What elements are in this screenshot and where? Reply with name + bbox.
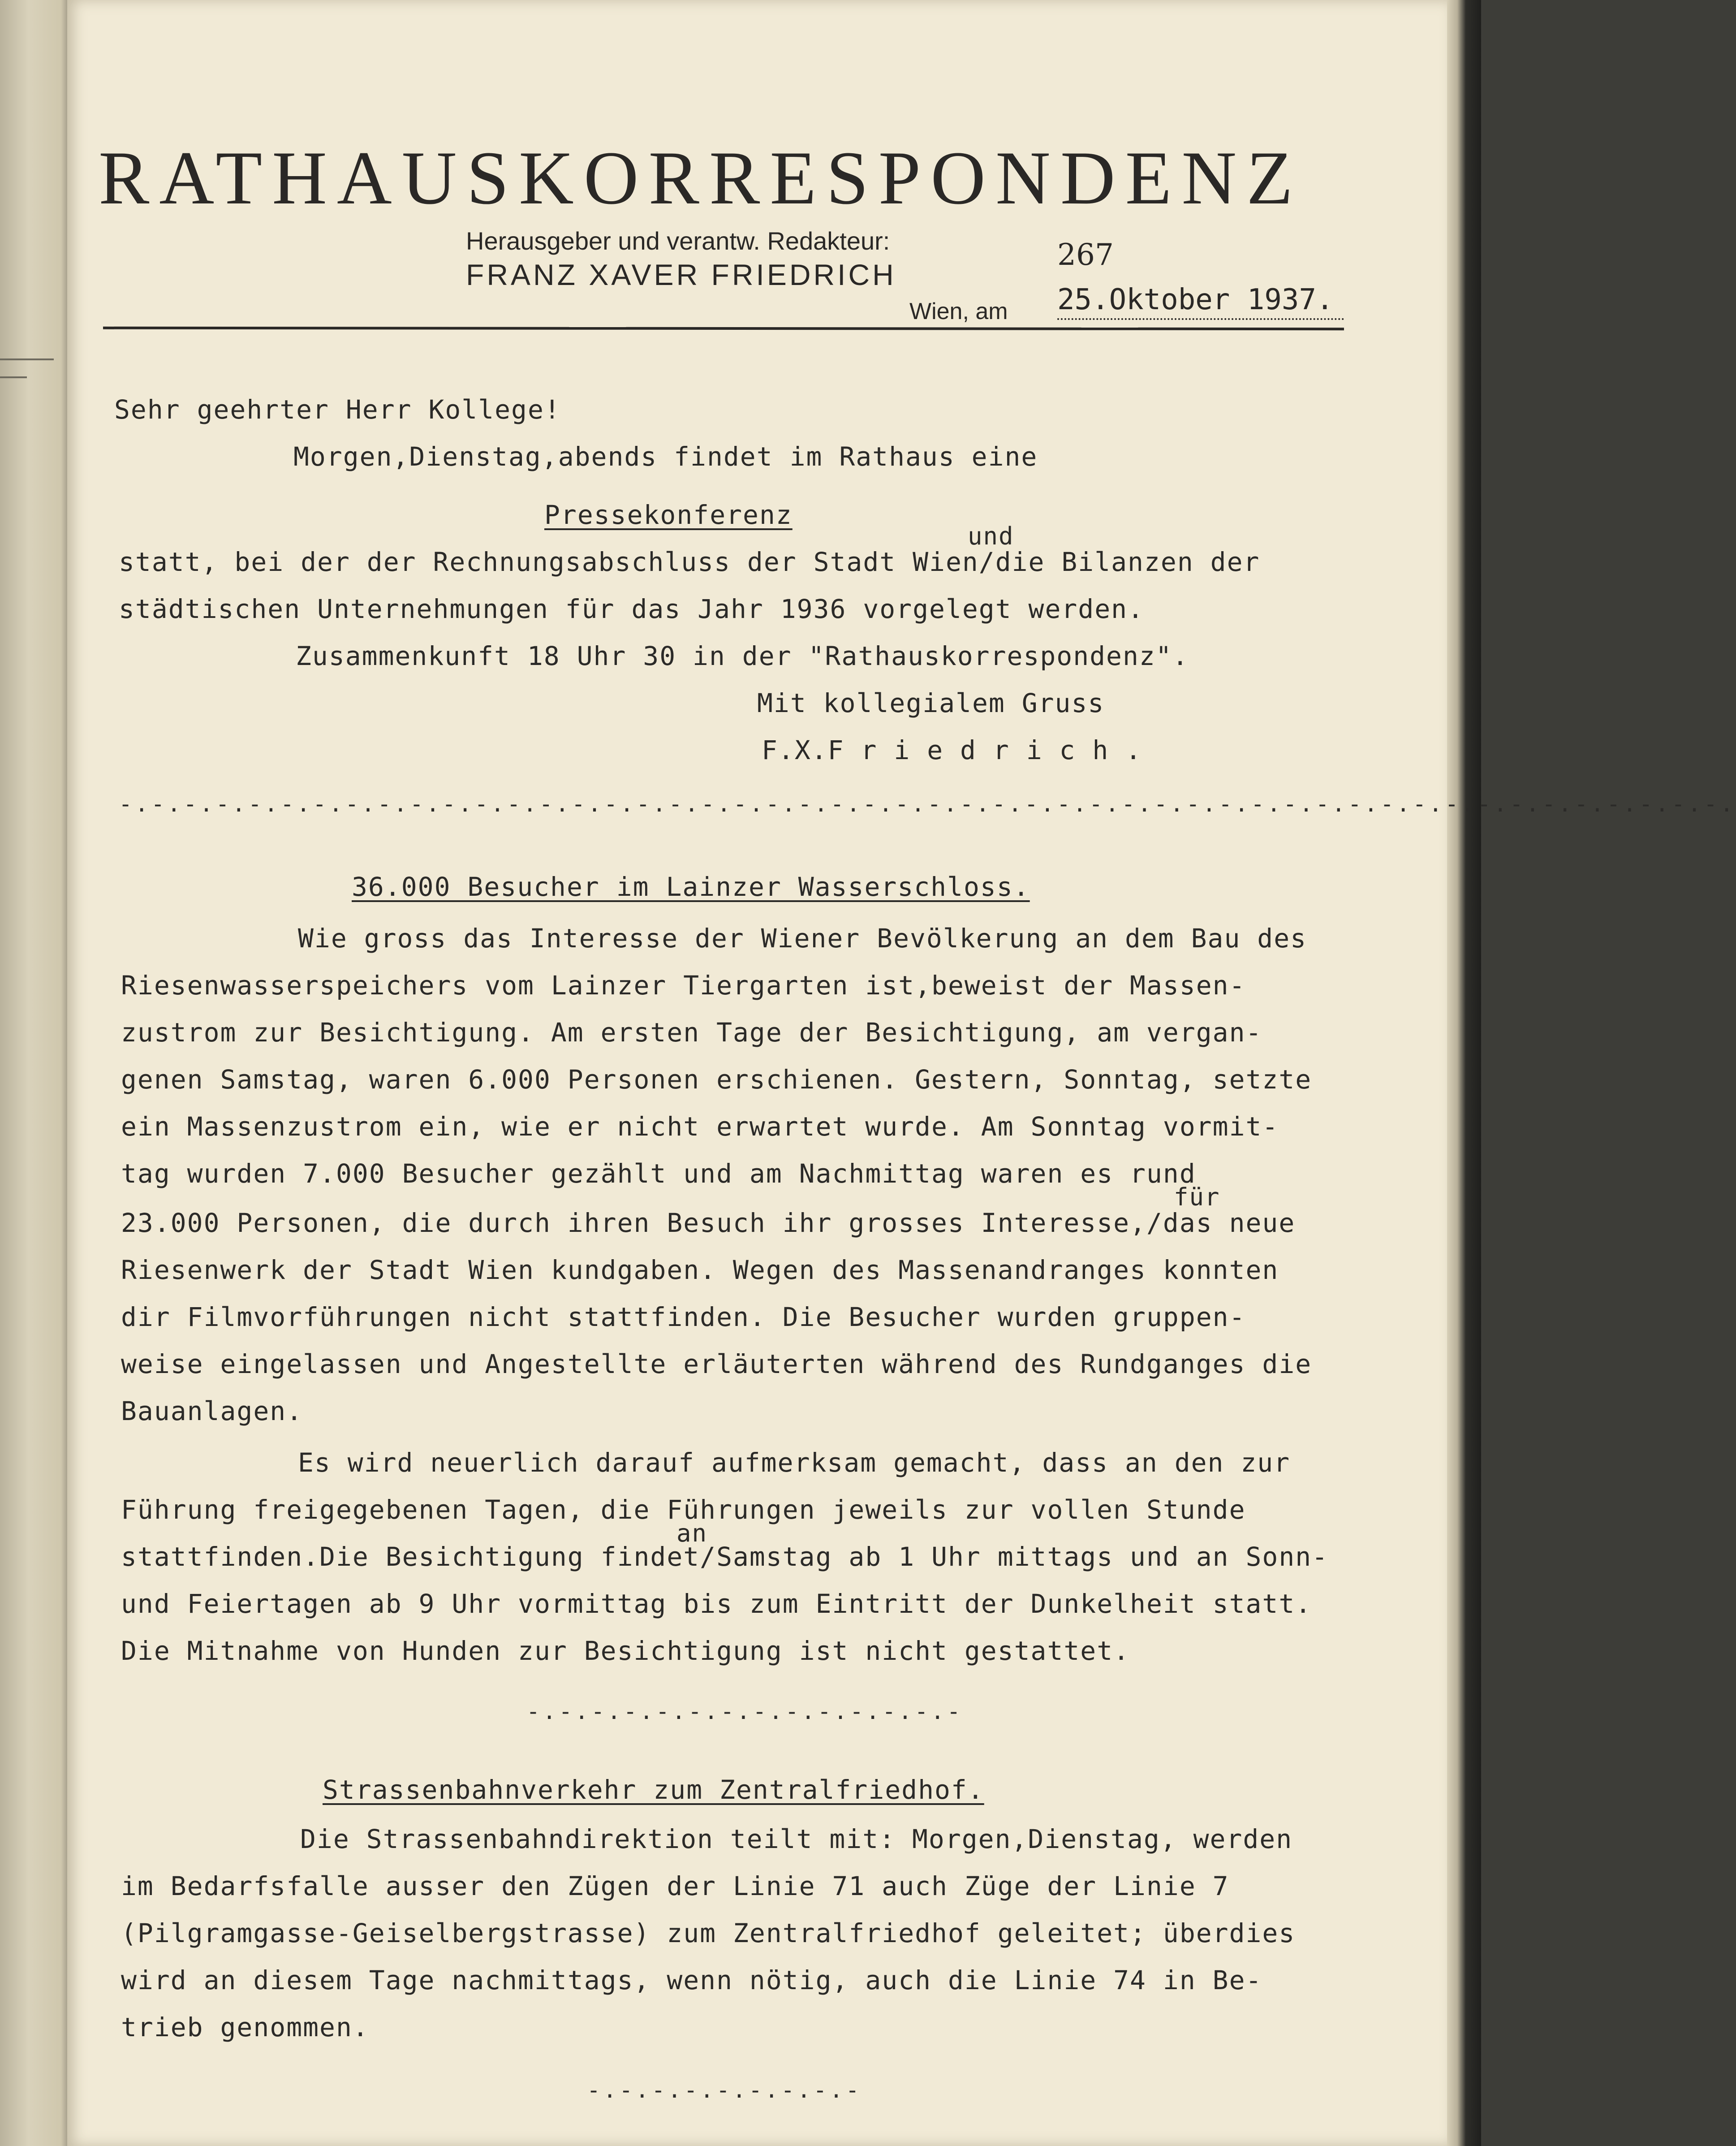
letter-heading: Pressekonferenz <box>544 500 793 530</box>
binding-mark <box>0 376 27 378</box>
article-line: trieb genommen. <box>121 2012 369 2042</box>
article-line: Die Strassenbahndirektion teilt mit: Morgen,Dienstag, werden <box>300 1824 1293 1854</box>
letter-signature: F.X.F r i e d r i c h . <box>762 735 1142 765</box>
article-heading: Strassenbahnverkehr zum Zentralfriedhof. <box>323 1775 984 1805</box>
article-line: ein Massenzustrom ein, wie er nicht erwartet wurde. Am Sonntag vormit- <box>121 1111 1279 1142</box>
article-line: stattfinden.Die Besichtigung findet/Samstag ab 1 Uhr mittags und an Sonn- <box>121 1541 1329 1572</box>
article-line: wird an diesem Tage nachmittags, wenn nötig, auch die Linie 74 in Be- <box>121 1965 1262 1995</box>
article-line: und Feiertagen ab 9 Uhr vormittag bis zum Eintritt der Dunkelheit statt. <box>121 1589 1312 1619</box>
handwritten-insert: und <box>968 522 1014 550</box>
article-line: Wie gross das Interesse der Wiener Bevölkerung an dem Bau des <box>298 923 1307 954</box>
handwritten-insert: an <box>676 1519 708 1547</box>
letter-closing: Mit kollegialem Gruss <box>757 688 1105 718</box>
masthead-title: RATHAUSKORRESPONDENZ <box>99 136 1303 220</box>
article-line: Bauanlagen. <box>121 1396 303 1426</box>
article-line: dir Filmvorführungen nicht stattfinden. Die Besucher wurden gruppen- <box>121 1302 1246 1332</box>
article-line: Riesenwerk der Stadt Wien kundgaben. Wegen des Massenandranges konnten <box>121 1255 1279 1285</box>
letter-line: statt, bei der der Rechnungsabschluss der Stadt Wien/die Bilanzen der <box>119 547 1260 577</box>
separator-line: -.-.-.-.-.-.-.-.- <box>587 2077 862 2103</box>
article-line: zustrom zur Besichtigung. Am ersten Tage der Besichtigung, am vergan- <box>121 1017 1262 1048</box>
binding-mark <box>0 358 54 360</box>
page-edge-shadow <box>1447 0 1481 2146</box>
article-line: Es wird neuerlich darauf aufmerksam gemacht, dass an den zur <box>298 1447 1291 1478</box>
article-line: genen Samstag, waren 6.000 Personen erschienen. Gestern, Sonntag, setzte <box>121 1064 1312 1095</box>
article-heading: 36.000 Besucher im Lainzer Wasserschloss. <box>352 872 1030 902</box>
book-binding-edge <box>0 0 72 2146</box>
letter-line: Morgen,Dienstag,abends findet im Rathaus eine <box>293 441 1038 472</box>
article-line: (Pilgramgasse-Geiselbergstrasse) zum Zentralfriedhof geleitet; überdies <box>121 1918 1296 1948</box>
article-line: tag wurden 7.000 Besucher gezählt und am Nachmittag waren es rund <box>121 1158 1196 1189</box>
letter-line: städtischen Unternehmungen für das Jahr 1936 vorgelegt werden. <box>119 594 1144 624</box>
article-line: weise eingelassen und Angestellte erläuterten während des Rundganges die <box>121 1349 1312 1379</box>
article-line: im Bedarfsfalle ausser den Zügen der Linie 71 auch Züge der Linie 7 <box>121 1871 1229 1901</box>
issue-number: 267 <box>1057 237 1114 272</box>
article-line: 23.000 Personen, die durch ihren Besuch ihr grosses Interesse,/das neue <box>121 1208 1296 1238</box>
separator-line: -.-.-.-.-.-.-.-.-.-.-.-.-.-.-.-.-.-.-.-.-.-.-.-.-.-.-.-.-.-.-.-.-.-.-.-.-.-.-.-.-.-.-.-.-.-.-.-.-.-. <box>119 791 1736 817</box>
separator-line: -.-.-.-.-.-.-.-.-.-.-.-.-.- <box>526 1698 963 1724</box>
letter-line: Zusammenkunft 18 Uhr 30 in der "Rathauskorrespondenz". <box>296 641 1189 671</box>
masthead-subtitle: Herausgeber und verantw. Redakteur: <box>466 227 890 255</box>
handwritten-insert: für <box>1174 1183 1220 1211</box>
letter-salutation: Sehr geehrter Herr Kollege! <box>114 394 561 425</box>
article-line: Die Mitnahme von Hunden zur Besichtigung ist nicht gestattet. <box>121 1636 1130 1666</box>
article-line: Riesenwasserspeichers vom Lainzer Tiergarten ist,beweist der Massen- <box>121 970 1246 1001</box>
article-line: Führung freigegebenen Tagen, die Führungen jeweils zur vollen Stunde <box>121 1494 1246 1525</box>
place-label: Wien, am <box>909 298 1008 324</box>
issue-date: 25.Oktober 1937. <box>1057 283 1344 320</box>
masthead-editor: FRANZ XAVER FRIEDRICH <box>466 258 896 291</box>
